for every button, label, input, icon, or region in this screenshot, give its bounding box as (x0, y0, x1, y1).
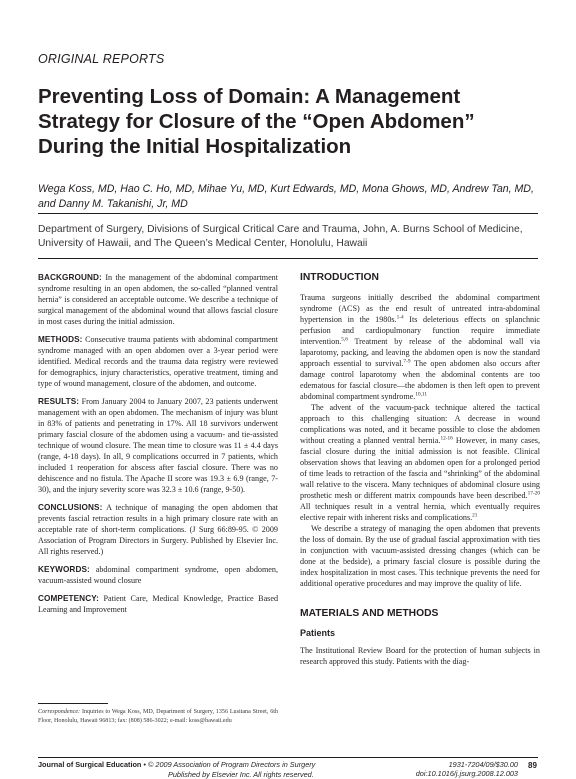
journal-name: Journal of Surgical Education (38, 760, 142, 769)
methods-label: METHODS: (38, 335, 83, 344)
correspondence-text: Inquiries to Wega Koss, MD, Department of Surgery, 1356 Lusitana Street, 6th Floor, Honolulu, Hawaii 96813; fax: (808) 586-3022; e-mail: koss@hawaii.edu (38, 709, 279, 724)
intro-paragraph-2 (300, 402, 540, 523)
footer-identifiers (398, 761, 518, 778)
citation: 17-20 (527, 490, 540, 497)
conclusions-label: CONCLUSIONS: (38, 503, 103, 512)
background-label: BACKGROUND: (38, 273, 102, 282)
correspondence-divider (38, 703, 108, 704)
intro-p2-text-b: However, in many cases, fascial closure during the initial admission is not feasible. Clinical observation shows that leaving an abdomen open for a prolonged period of time leads to retraction of the fascia and “shrinking” of the abdominal wall relative to the viscera. Many techniques of abdominal closure using prosthetic mesh or different matrix compounds have been described. (300, 436, 540, 500)
section-label: ORIGINAL REPORTS (38, 52, 165, 66)
intro-p1-text-b: Its deleterious effects on splanchnic perfusion and cardiopulmonary function require immediate intervention. (300, 315, 540, 346)
divider-top (38, 213, 538, 214)
abstract-competency (38, 593, 278, 615)
footer-copyright: • © 2009 Association of Program Directors in Surgery (143, 760, 316, 769)
intro-paragraph-3: We describe a strategy of managing the open abdomen that prevents the loss of domain. By the use of gradual fascial approximation with ties in conjunction with vacuum-assisted dressing changes (which can be done at the bedside), a primary fascial closure is possible during the index hospitalization in most cases. This technique prevents the need for additional operative procedures and may improve the quality of life. (300, 524, 540, 588)
citation: 1-4 (396, 314, 404, 321)
correspondence-note (38, 708, 278, 726)
patients-subheading: Patients (300, 628, 336, 638)
competency-text: Patient Care, Medical Knowledge, Practice Based Learning and Improvement (38, 594, 279, 614)
intro-p1-text-a: Trauma surgeons initially described the abdominal compartment syndrome (ACS) as the end result of untreated intra-abdominal hypertension in the 1980s. (300, 293, 540, 324)
intro-p1-text-c: Treatment by release of the abdominal wall via laparotomy, packing, and leaving the abdomen open is now the standard approach essential to survival. (300, 337, 540, 368)
body-column (300, 272, 540, 667)
abstract-keywords (38, 564, 278, 586)
abstract-methods (38, 334, 278, 389)
citation: 12-16 (440, 435, 453, 442)
intro-p2-text-a: The advent of the vacuum-pack technique altered the tactical approach to this challenging situation: A decrease in wound complications was noted, and it became possible to close the abdomen without creating a planned ventral hernia. (300, 403, 540, 445)
citation: 10,11 (415, 391, 428, 398)
results-label: RESULTS: (38, 397, 80, 406)
citation: 21 (472, 512, 478, 519)
abstract-results (38, 396, 278, 495)
issn: 1931-7204/09/$30.00 (448, 760, 518, 769)
author-list: Wega Koss, MD, Hao C. Ho, MD, Mihae Yu, MD, Kurt Edwards, MD, Mona Ghows, MD, Andrew Tan, MD, and Danny M. Takanishi, Jr, MD (38, 183, 534, 210)
divider-affiliation (38, 258, 538, 259)
citation: 5,6 (341, 336, 348, 343)
abstract-column (38, 272, 278, 622)
affiliation: Department of Surgery, Divisions of Surgical Critical Care and Trauma, John, A. Burns School of Medicine, University of Hawaii, and The Queen’s Medical Center, Honolulu, Hawaii (38, 224, 523, 249)
correspondence-label: Correspondence: (38, 709, 81, 715)
page-number: 89 (528, 761, 537, 770)
methods-heading: MATERIALS AND METHODS (300, 608, 439, 619)
background-text: In the management of the abdominal compartment syndrome resulting in an open abdomen, the so-called “planned ventral hernia” is considered an acceptable outcome. We describe a technique of surgical management of the abdominal wound that allows fascial closure in most cases during the initial admission. (38, 273, 278, 326)
keywords-text: abdominal compartment syndrome, open abdomen, vacuum-assisted wound closure (38, 565, 278, 585)
footer-publisher: Published by Elsevier Inc. All rights reserved. (168, 770, 314, 779)
results-text: From January 2004 to January 2007, 23 patients underwent management with an open abdomen. The mechanism of injury was blunt in 83% of patients and penetrating in 17%. All 18 survivors underwent primary fascial closure of the abdomen using a vacuum- and tie-assisted technique of wound closure. The mean time to closure was 11 ± 4.4 days (range, 4-18 days). In all, 9 complications occurred in 7 patients, which included 1 reoperation for abscess after fascial closure. There was no dehiscence and no fistula. The Apache II score was 19.3 ± 6.9 (range, 7-30), and the injury severity score was 32.3 ± 10.6 (range, 9-50). (38, 397, 279, 494)
intro-paragraph-1 (300, 292, 540, 402)
keywords-label: KEYWORDS: (38, 565, 90, 574)
intro-p2-text-c: All techniques result in a ventral hernia, which eventually requires elective repair with inherent risks and complications. (300, 502, 540, 522)
conclusions-text: A technique of managing the open abdomen that prevents fascial retraction results in a high primary closure rate with an acceptable rate of short-term complications. (J Surg 66:89-95. © 2009 Association of Program Directors in Surgery. Published by Elsevier Inc. All rights reserved.) (38, 503, 278, 556)
abstract-background (38, 272, 278, 327)
competency-label: COMPETENCY: (38, 594, 99, 603)
methods-paragraph-1: The Institutional Review Board for the protection of human subjects in research approved this study. Patients with the diag- (300, 646, 540, 666)
abstract-conclusions (38, 502, 278, 557)
introduction-heading: INTRODUCTION (300, 272, 379, 283)
intro-p1-text-d: The open abdomen also occurs after damage control laparotomy when the abdominal contents are too edematous for fascial closure—the abdomen is then left open to prevent abdominal compartment syndrome. (300, 359, 540, 401)
doi: doi:10.1016/j.jsurg.2008.12.003 (415, 768, 518, 778)
methods-text: Consecutive trauma patients with abdominal compartment syndrome managed with an open abdomen over a 3-year period were identified. Medical records and the trauma data registry were reviewed for demographics, injury characteristics, operative treatment, timing and type of wound management, closure of the abdomen, and outcome. (38, 335, 278, 388)
footer-divider (38, 757, 538, 758)
citation: 7-9 (403, 358, 411, 365)
article-title: Preventing Loss of Domain: A Management Strategy for Closure of the “Open Abdomen” During the Initial Hospitalization (38, 85, 475, 158)
footer-citation (38, 761, 315, 770)
